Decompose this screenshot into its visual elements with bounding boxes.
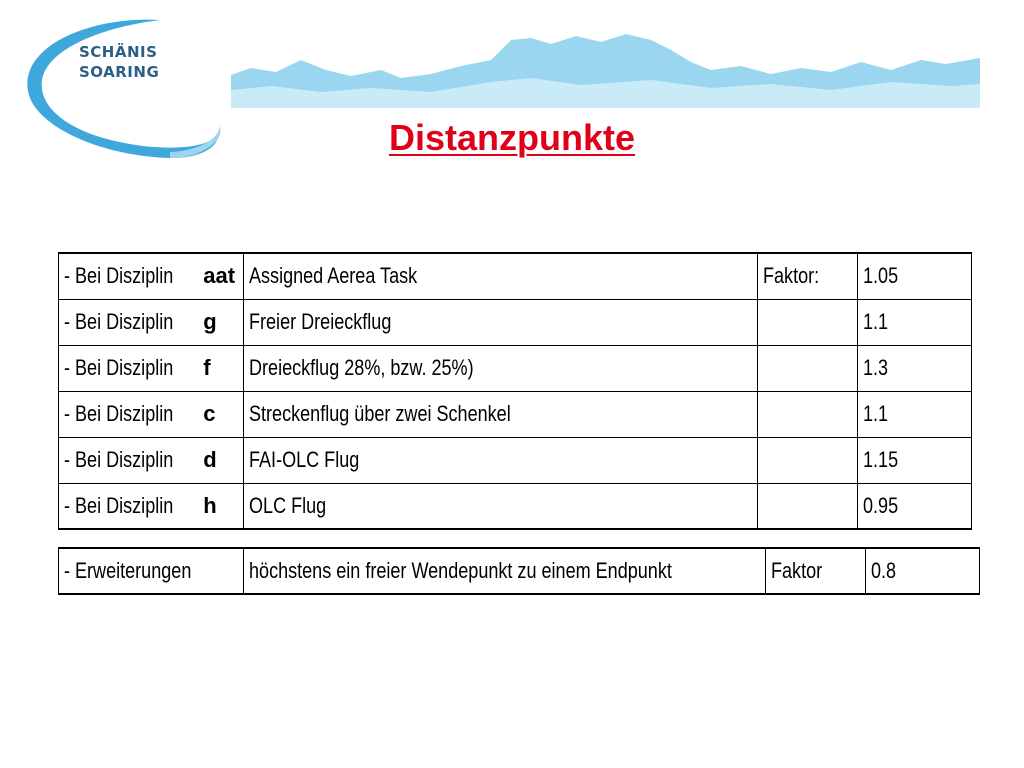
description-cell — [244, 253, 758, 299]
disziplin-cell — [59, 437, 244, 483]
erweiterungen-description-cell — [244, 548, 766, 594]
disziplin-cell — [59, 299, 244, 345]
erweiterungen-description: höchstens ein freier Wendepunkt zu einem Endpunkt — [249, 558, 672, 583]
factor-cell — [858, 253, 972, 299]
logo-text-line1: SCHÄNIS — [79, 43, 158, 61]
disziplin-prefix: - Bei Disziplin — [64, 263, 174, 289]
erweiterungen-factor-value: 0.8 — [870, 558, 896, 583]
disziplin-prefix: - Bei Disziplin — [64, 447, 174, 472]
disziplin-cell — [59, 483, 244, 529]
disziplin-description: Streckenflug über zwei Schenkel — [249, 401, 511, 426]
disziplin-row — [59, 345, 972, 391]
factor-cell — [858, 299, 972, 345]
factor-cell — [858, 437, 972, 483]
disziplin-row — [59, 299, 972, 345]
disziplin-description: OLC Flug — [249, 492, 327, 518]
factor-label-cell — [758, 391, 858, 437]
description-cell — [244, 299, 758, 345]
description-cell — [244, 345, 758, 391]
erweiterungen-row — [59, 548, 980, 594]
description-cell — [244, 437, 758, 483]
disziplin-table — [58, 252, 972, 530]
disziplin-row — [59, 437, 972, 483]
disziplin-row — [59, 253, 972, 299]
factor-value: 1.15 — [863, 447, 899, 472]
disziplin-code: f — [203, 355, 211, 380]
disziplin-description: Freier Dreieckflug — [249, 309, 392, 334]
disziplin-prefix: - Bei Disziplin — [64, 355, 174, 380]
factor-cell — [858, 391, 972, 437]
disziplin-cell — [59, 391, 244, 437]
factor-label-cell — [758, 299, 858, 345]
disziplin-prefix: - Bei Disziplin — [64, 309, 174, 334]
disziplin-code: c — [203, 401, 216, 426]
disziplin-cell — [59, 345, 244, 391]
disziplin-description: FAI-OLC Flug — [249, 447, 360, 472]
erweiterungen-table — [58, 547, 980, 595]
erweiterungen-label-cell — [59, 548, 244, 594]
factor-label: Faktor: — [763, 263, 820, 289]
factor-label-cell — [758, 253, 858, 299]
factor-value: 1.1 — [863, 309, 889, 334]
disziplin-description: Assigned Aerea Task — [249, 263, 418, 289]
factor-cell — [858, 483, 972, 529]
factor-value: 0.95 — [863, 492, 899, 518]
factor-cell — [858, 345, 972, 391]
disziplin-code: aat — [203, 263, 236, 289]
disziplin-row — [59, 483, 972, 529]
description-cell — [244, 483, 758, 529]
factor-value: 1.1 — [863, 401, 889, 426]
factor-label-cell — [758, 483, 858, 529]
description-cell — [244, 391, 758, 437]
disziplin-cell — [59, 253, 244, 299]
factor-value: 1.05 — [863, 263, 899, 289]
disziplin-row — [59, 391, 972, 437]
factor-value: 1.3 — [863, 355, 889, 380]
disziplin-prefix: - Bei Disziplin — [64, 492, 174, 518]
factor-label-cell — [758, 437, 858, 483]
mountain-banner-image — [231, 30, 980, 108]
disziplin-prefix: - Bei Disziplin — [64, 401, 174, 426]
disziplin-description: Dreieckflug 28%, bzw. 25%) — [249, 355, 474, 380]
disziplin-code: h — [203, 492, 217, 518]
disziplin-code: d — [203, 447, 217, 472]
disziplin-code: g — [203, 309, 217, 334]
erweiterungen-label: - Erweiterungen — [64, 558, 192, 583]
erweiterungen-factor-label-cell — [765, 548, 865, 594]
erweiterungen-factor-label: Faktor — [770, 558, 822, 583]
erweiterungen-factor-cell — [865, 548, 979, 594]
page-title: Distanzpunkte — [388, 117, 636, 158]
logo-text-line2: SOARING — [79, 63, 160, 81]
factor-label-cell — [758, 345, 858, 391]
